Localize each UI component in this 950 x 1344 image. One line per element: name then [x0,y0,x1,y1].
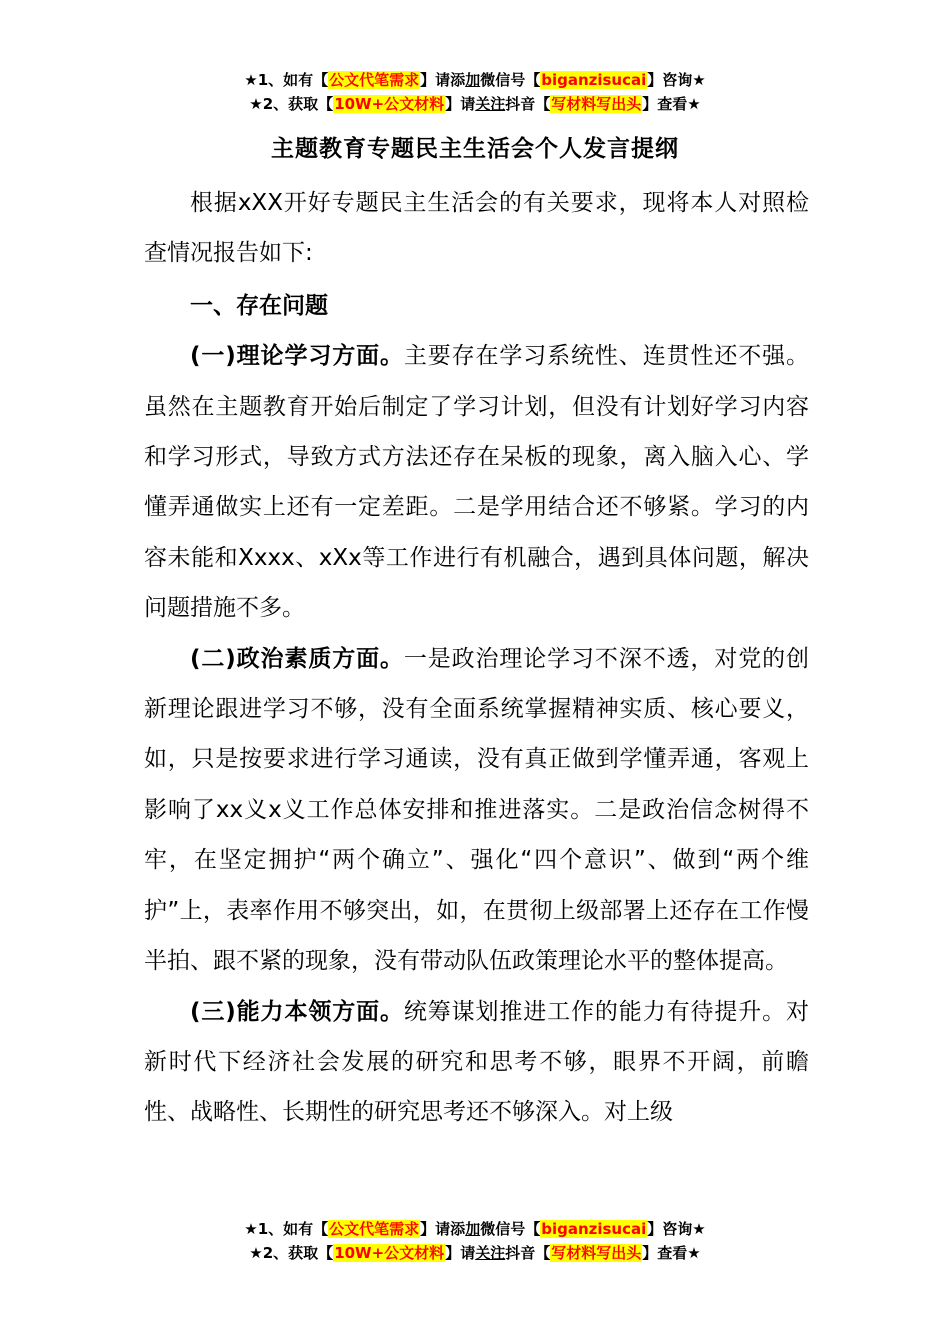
header-banner [0,68,950,116]
document-body [144,178,809,1138]
footer-banner [0,1217,950,1265]
section-heading: 一、存在问题 [190,292,328,319]
highlight-service: 公文代笔需求 [329,71,420,89]
item-body: 主要存在学习系统性、连贯性还不强。虽然在主题教育开始后制定了学习计划，但没有计划好学习内容和学习形式，导致方式方法还存在呆板的现象，离入脑入心、学懂弄通做实上还有一定差距。二是学用结合还不够紧。学习的内容未能和Xxxx、xXx等工作进行有机融合，遇到具体问题，解决问题措施不多。 [144,343,809,622]
item-heading: (二)政治素质方面。 [190,645,404,672]
item-body: 一是政治理论学习不深不透，对党的创新理论跟进学习不够，没有全面系统掌握精神实质、核心要义，如，只是按要求进行学习通读，没有真正做到学懂弄通，客观上影响了xx义x义工作总体安排和推进落实。二是政治信念树得不牢，在坚定拥护“两个确立”、强化“四个意识”、做到“两个维护”上，表率作用不够突出，如，在贯彻上级部署上还存在工作慢半拍、跟不紧的现象，没有带动队伍政策理论水平的整体提高。 [144,645,809,975]
document-title: 主题教育专题民主生活会个人发言提纲 [271,136,679,162]
intro-paragraph: 根据xXX开好专题民主生活会的有关要求，现将本人对照检查情况报告如下: [144,190,809,267]
item-paragraph-1 [144,331,809,633]
highlight-materials: 10W+公文材料 [334,95,445,113]
highlight-wechat-id: biganzisucai [541,71,647,89]
highlight-materials: 10W+公文材料 [334,1244,445,1262]
item-paragraph-2 [144,634,809,987]
highlight-douyin: 写材料写出头 [551,95,642,113]
banner-line-1: ★1、如有【公文代笔需求】请添加微信号【biganzisucai】咨询★ [244,71,706,89]
highlight-wechat-id: biganzisucai [541,1220,647,1238]
highlight-service: 公文代笔需求 [329,1220,420,1238]
banner-line-2: ★2、获取【10W+公文材料】请关注抖音【写材料写出头】查看★ [249,1244,701,1262]
banner-line-1: ★1、如有【公文代笔需求】请添加微信号【biganzisucai】咨询★ [244,1220,706,1238]
item-heading: (一)理论学习方面。 [190,343,404,370]
banner-line-2: ★2、获取【10W+公文材料】请关注抖音【写材料写出头】查看★ [249,95,701,113]
item-body: 统筹谋划推进工作的能力有待提升。对新时代下经济社会发展的研究和思考不够，眼界不开阔，前瞻性、战略性、长期性的研究思考还不够深入。对上级 [144,998,809,1126]
item-heading: (三)能力本领方面。 [190,998,404,1025]
highlight-douyin: 写材料写出头 [551,1244,642,1262]
item-paragraph-3 [144,987,809,1138]
